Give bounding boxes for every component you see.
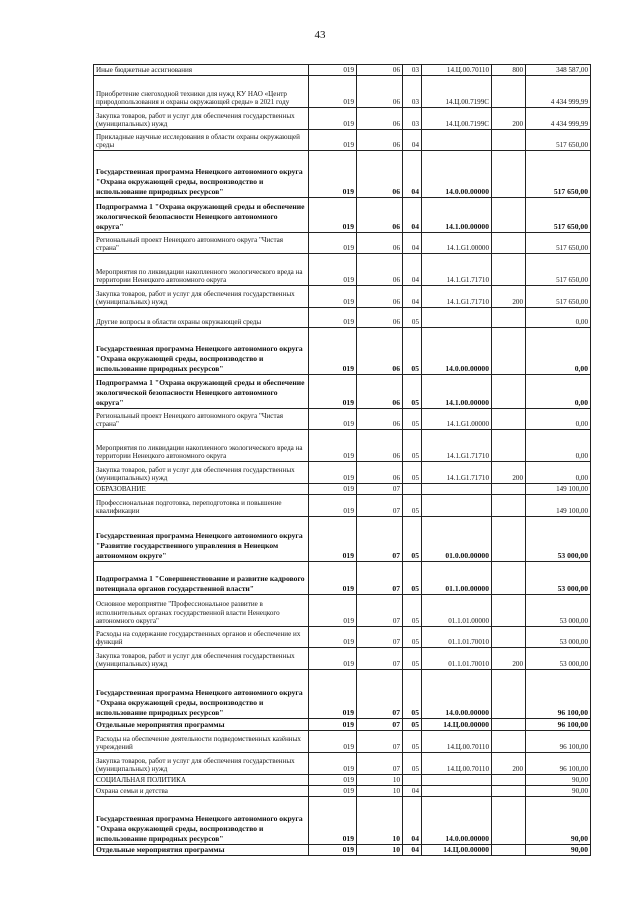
section-code-cell: 07 xyxy=(357,670,403,719)
section-code-cell: 07 xyxy=(357,517,403,562)
ministry-code-cell: 019 xyxy=(309,495,357,517)
amount-cell: 517 650,00 xyxy=(526,130,591,151)
expense-type-cell: 200 xyxy=(492,462,526,484)
target-article-cell: 01.1.01.70010 xyxy=(422,627,492,648)
table-row xyxy=(94,254,591,286)
section-code-cell: 07 xyxy=(357,648,403,670)
target-article-cell: 14.Ц.00.00000 xyxy=(422,719,492,731)
expense-type-cell: 800 xyxy=(492,65,526,76)
target-article-cell: 14.1.00.00000 xyxy=(422,375,492,409)
subsection-code-cell: 04 xyxy=(403,233,422,254)
expense-name-cell: Подпрограмма 1 "Совершенствование и развитие кадрового потенциала органов государственной власти" xyxy=(94,562,309,595)
amount-cell: 517 650,00 xyxy=(526,233,591,254)
subsection-code-cell: 04 xyxy=(403,845,422,856)
ministry-code-cell: 019 xyxy=(309,254,357,286)
table-row xyxy=(94,308,591,328)
subsection-code-cell: 05 xyxy=(403,517,422,562)
section-code-cell: 06 xyxy=(357,76,403,108)
target-article-cell: 14.0.00.00000 xyxy=(422,797,492,845)
amount-cell: 517 650,00 xyxy=(526,286,591,308)
subsection-code-cell: 05 xyxy=(403,670,422,719)
subsection-code-cell: 05 xyxy=(403,719,422,731)
ministry-code-cell: 019 xyxy=(309,797,357,845)
amount-cell: 0,00 xyxy=(526,409,591,430)
expense-name-cell: Государственная программа Ненецкого автономного округа "Охрана окружающей среды, воспроизводство и использование природных ресурсов" xyxy=(94,151,309,198)
subsection-code-cell: 05 xyxy=(403,308,422,328)
subsection-code-cell: 04 xyxy=(403,130,422,151)
table-row xyxy=(94,517,591,562)
table-row xyxy=(94,562,591,595)
amount-cell: 90,00 xyxy=(526,845,591,856)
section-code-cell: 07 xyxy=(357,731,403,753)
expense-type-cell xyxy=(492,517,526,562)
expense-type-cell xyxy=(492,409,526,430)
amount-cell: 149 100,00 xyxy=(526,495,591,517)
table-row xyxy=(94,484,591,495)
section-code-cell: 06 xyxy=(357,308,403,328)
section-code-cell: 06 xyxy=(357,130,403,151)
section-code-cell: 06 xyxy=(357,328,403,375)
amount-cell: 90,00 xyxy=(526,786,591,797)
expense-name-cell: ОБРАЗОВАНИЕ xyxy=(94,484,309,495)
expense-type-cell xyxy=(492,786,526,797)
amount-cell: 53 000,00 xyxy=(526,562,591,595)
expense-name-cell: Приобретение снегоходной техники для нужд КУ НАО «Центр природопользования и охраны окружающей среды» в 2021 году xyxy=(94,76,309,108)
section-code-cell: 06 xyxy=(357,462,403,484)
table-row xyxy=(94,65,591,76)
amount-cell: 0,00 xyxy=(526,430,591,462)
section-code-cell: 10 xyxy=(357,775,403,786)
expense-name-cell: Государственная программа Ненецкого автономного округа "Охрана окружающей среды, воспроизводство и использование природных ресурсов" xyxy=(94,328,309,375)
ministry-code-cell: 019 xyxy=(309,719,357,731)
table-row xyxy=(94,233,591,254)
table-row xyxy=(94,198,591,233)
expense-name-cell: Мероприятия по ликвидации накопленного экологического вреда на территории Ненецкого автономного округа xyxy=(94,254,309,286)
expense-name-cell: Закупка товаров, работ и услуг для обеспечения государственных (муниципальных) нужд xyxy=(94,753,309,775)
ministry-code-cell: 019 xyxy=(309,786,357,797)
expense-type-cell xyxy=(492,845,526,856)
table-row xyxy=(94,328,591,375)
amount-cell: 0,00 xyxy=(526,375,591,409)
expense-type-cell xyxy=(492,130,526,151)
ministry-code-cell: 019 xyxy=(309,595,357,627)
expense-name-cell: Закупка товаров, работ и услуг для обеспечения государственных (муниципальных) нужд xyxy=(94,286,309,308)
table-row xyxy=(94,495,591,517)
expense-name-cell: Региональный проект Ненецкого автономного округа "Чистая страна" xyxy=(94,409,309,430)
target-article-cell: 14.1.G1.71710 xyxy=(422,430,492,462)
target-article-cell: 14.Ц.00.00000 xyxy=(422,845,492,856)
amount-cell: 0,00 xyxy=(526,462,591,484)
section-code-cell: 07 xyxy=(357,753,403,775)
amount-cell: 53 000,00 xyxy=(526,517,591,562)
section-code-cell: 06 xyxy=(357,108,403,130)
expense-type-cell xyxy=(492,151,526,198)
amount-cell: 0,00 xyxy=(526,308,591,328)
expense-name-cell: Мероприятия по ликвидации накопленного экологического вреда на территории Ненецкого автономного округа xyxy=(94,430,309,462)
section-code-cell: 10 xyxy=(357,845,403,856)
table-row xyxy=(94,286,591,308)
section-code-cell: 07 xyxy=(357,719,403,731)
ministry-code-cell: 019 xyxy=(309,517,357,562)
ministry-code-cell: 019 xyxy=(309,731,357,753)
expense-name-cell: Государственная программа Ненецкого автономного округа "Охрана окружающей среды, воспроизводство и использование природных ресурсов" xyxy=(94,670,309,719)
subsection-code-cell: 03 xyxy=(403,108,422,130)
amount-cell: 96 100,00 xyxy=(526,731,591,753)
subsection-code-cell: 05 xyxy=(403,430,422,462)
amount-cell: 517 650,00 xyxy=(526,254,591,286)
section-code-cell: 10 xyxy=(357,786,403,797)
target-article-cell: 14.0.00.00000 xyxy=(422,328,492,375)
expense-type-cell xyxy=(492,484,526,495)
section-code-cell: 07 xyxy=(357,595,403,627)
target-article-cell: 14.Ц.00.70110 xyxy=(422,731,492,753)
subsection-code-cell: 05 xyxy=(403,595,422,627)
target-article-cell: 01.1.01.70010 xyxy=(422,648,492,670)
target-article-cell: 01.1.01.00000 xyxy=(422,595,492,627)
target-article-cell xyxy=(422,308,492,328)
amount-cell: 4 434 999,99 xyxy=(526,108,591,130)
ministry-code-cell: 019 xyxy=(309,308,357,328)
amount-cell: 0,00 xyxy=(526,328,591,375)
subsection-code-cell: 05 xyxy=(403,462,422,484)
ministry-code-cell: 019 xyxy=(309,430,357,462)
ministry-code-cell: 019 xyxy=(309,198,357,233)
section-code-cell: 06 xyxy=(357,430,403,462)
target-article-cell: 14.1.G1.00000 xyxy=(422,409,492,430)
table-row xyxy=(94,76,591,108)
expense-name-cell: Подпрограмма 1 "Охрана окружающей среды и обеспечение экологической безопасности Ненецкого автономного округа" xyxy=(94,198,309,233)
expense-name-cell: Профессиональная подготовка, переподготовка и повышение квалификации xyxy=(94,495,309,517)
ministry-code-cell: 019 xyxy=(309,845,357,856)
target-article-cell: 14.1.00.00000 xyxy=(422,198,492,233)
section-code-cell: 07 xyxy=(357,495,403,517)
amount-cell: 4 434 999,99 xyxy=(526,76,591,108)
expense-type-cell: 200 xyxy=(492,286,526,308)
expense-type-cell xyxy=(492,797,526,845)
subsection-code-cell: 05 xyxy=(403,731,422,753)
table-row xyxy=(94,719,591,731)
expense-type-cell xyxy=(492,254,526,286)
table-row xyxy=(94,670,591,719)
expense-type-cell xyxy=(492,731,526,753)
section-code-cell: 06 xyxy=(357,254,403,286)
table-row xyxy=(94,595,591,627)
ministry-code-cell: 019 xyxy=(309,627,357,648)
subsection-code-cell: 04 xyxy=(403,286,422,308)
budget-table-body xyxy=(94,65,591,856)
section-code-cell: 10 xyxy=(357,797,403,845)
table-row xyxy=(94,775,591,786)
amount-cell: 90,00 xyxy=(526,797,591,845)
ministry-code-cell: 019 xyxy=(309,753,357,775)
expense-name-cell: Государственная программа Ненецкого автономного округа "Развитие государственного управления в Ненецком автономном округе" xyxy=(94,517,309,562)
section-code-cell: 06 xyxy=(357,151,403,198)
expense-name-cell: Отдельные мероприятия программы xyxy=(94,719,309,731)
ministry-code-cell: 019 xyxy=(309,670,357,719)
amount-cell: 90,00 xyxy=(526,775,591,786)
amount-cell: 517 650,00 xyxy=(526,198,591,233)
section-code-cell: 06 xyxy=(357,375,403,409)
ministry-code-cell: 019 xyxy=(309,375,357,409)
table-row xyxy=(94,375,591,409)
target-article-cell: 14.1.G1.00000 xyxy=(422,233,492,254)
ministry-code-cell: 019 xyxy=(309,286,357,308)
target-article-cell xyxy=(422,786,492,797)
expense-name-cell: Основное мероприятие "Профессиональное развитие в исполнительных органах государственной власти Ненецкого автономного округа" xyxy=(94,595,309,627)
subsection-code-cell: 05 xyxy=(403,562,422,595)
subsection-code-cell: 05 xyxy=(403,648,422,670)
table-row xyxy=(94,627,591,648)
expense-name-cell: Прикладные научные исследования в области охраны окружающей среды xyxy=(94,130,309,151)
target-article-cell xyxy=(422,775,492,786)
subsection-code-cell: 04 xyxy=(403,797,422,845)
amount-cell: 96 100,00 xyxy=(526,719,591,731)
expense-name-cell: Закупка товаров, работ и услуг для обеспечения государственных (муниципальных) нужд xyxy=(94,462,309,484)
expense-name-cell: СОЦИАЛЬНАЯ ПОЛИТИКА xyxy=(94,775,309,786)
table-row xyxy=(94,151,591,198)
table-row xyxy=(94,786,591,797)
expense-type-cell xyxy=(492,198,526,233)
target-article-cell: 14.Ц.00.70110 xyxy=(422,753,492,775)
subsection-code-cell: 05 xyxy=(403,495,422,517)
expense-name-cell: Подпрограмма 1 "Охрана окружающей среды и обеспечение экологической безопасности Ненецкого автономного округа" xyxy=(94,375,309,409)
subsection-code-cell: 03 xyxy=(403,76,422,108)
ministry-code-cell: 019 xyxy=(309,484,357,495)
expense-type-cell xyxy=(492,430,526,462)
ministry-code-cell: 019 xyxy=(309,151,357,198)
table-row xyxy=(94,462,591,484)
subsection-code-cell: 05 xyxy=(403,375,422,409)
budget-table xyxy=(93,64,591,856)
target-article-cell xyxy=(422,484,492,495)
ministry-code-cell: 019 xyxy=(309,462,357,484)
expense-name-cell: Государственная программа Ненецкого автономного округа "Охрана окружающей среды, воспроизводство и использование природных ресурсов" xyxy=(94,797,309,845)
section-code-cell: 07 xyxy=(357,562,403,595)
subsection-code-cell: 03 xyxy=(403,65,422,76)
table-row xyxy=(94,845,591,856)
amount-cell: 149 100,00 xyxy=(526,484,591,495)
subsection-code-cell: 04 xyxy=(403,198,422,233)
table-row xyxy=(94,430,591,462)
ministry-code-cell: 019 xyxy=(309,76,357,108)
expense-name-cell: Охрана семьи и детства xyxy=(94,786,309,797)
ministry-code-cell: 019 xyxy=(309,648,357,670)
ministry-code-cell: 019 xyxy=(309,65,357,76)
expense-type-cell xyxy=(492,328,526,375)
subsection-code-cell: 04 xyxy=(403,254,422,286)
section-code-cell: 06 xyxy=(357,65,403,76)
expense-type-cell xyxy=(492,627,526,648)
expense-type-cell xyxy=(492,375,526,409)
target-article-cell: 14.0.00.00000 xyxy=(422,670,492,719)
amount-cell: 53 000,00 xyxy=(526,627,591,648)
expense-type-cell xyxy=(492,595,526,627)
subsection-code-cell: 05 xyxy=(403,328,422,375)
target-article-cell: 14.Ц.00.7199С xyxy=(422,76,492,108)
expense-name-cell: Региональный проект Ненецкого автономного округа "Чистая страна" xyxy=(94,233,309,254)
expense-type-cell: 200 xyxy=(492,648,526,670)
amount-cell: 53 000,00 xyxy=(526,595,591,627)
ministry-code-cell: 019 xyxy=(309,108,357,130)
expense-name-cell: Иные бюджетные ассигнования xyxy=(94,65,309,76)
ministry-code-cell: 019 xyxy=(309,409,357,430)
expense-type-cell xyxy=(492,719,526,731)
target-article-cell: 14.Ц.00.7199С xyxy=(422,108,492,130)
expense-type-cell xyxy=(492,775,526,786)
table-row xyxy=(94,753,591,775)
expense-type-cell: 200 xyxy=(492,753,526,775)
target-article-cell: 14.Ц.00.70110 xyxy=(422,65,492,76)
target-article-cell xyxy=(422,495,492,517)
section-code-cell: 06 xyxy=(357,233,403,254)
amount-cell: 348 587,00 xyxy=(526,65,591,76)
target-article-cell: 14.1.G1.71710 xyxy=(422,254,492,286)
target-article-cell xyxy=(422,130,492,151)
expense-name-cell: Другие вопросы в области охраны окружающей среды xyxy=(94,308,309,328)
expense-type-cell xyxy=(492,76,526,108)
expense-name-cell: Закупка товаров, работ и услуг для обеспечения государственных (муниципальных) нужд xyxy=(94,108,309,130)
ministry-code-cell: 019 xyxy=(309,130,357,151)
expense-name-cell: Расходы на содержание государственных органов и обеспечение их функций xyxy=(94,627,309,648)
subsection-code-cell: 05 xyxy=(403,753,422,775)
amount-cell: 96 100,00 xyxy=(526,753,591,775)
expense-type-cell xyxy=(492,308,526,328)
subsection-code-cell: 04 xyxy=(403,786,422,797)
page-number: 43 xyxy=(314,29,326,41)
table-row xyxy=(94,648,591,670)
subsection-code-cell: 04 xyxy=(403,151,422,198)
expense-type-cell xyxy=(492,562,526,595)
table-row xyxy=(94,797,591,845)
ministry-code-cell: 019 xyxy=(309,775,357,786)
section-code-cell: 07 xyxy=(357,484,403,495)
subsection-code-cell: 05 xyxy=(403,409,422,430)
section-code-cell: 06 xyxy=(357,286,403,308)
target-article-cell: 14.1.G1.71710 xyxy=(422,462,492,484)
amount-cell: 53 000,00 xyxy=(526,648,591,670)
expense-name-cell: Отдельные мероприятия программы xyxy=(94,845,309,856)
expense-type-cell: 200 xyxy=(492,108,526,130)
expense-type-cell xyxy=(492,233,526,254)
table-row xyxy=(94,108,591,130)
expense-type-cell xyxy=(492,495,526,517)
amount-cell: 96 100,00 xyxy=(526,670,591,719)
table-row xyxy=(94,130,591,151)
amount-cell: 517 650,00 xyxy=(526,151,591,198)
expense-name-cell: Расходы на обеспечение деятельности подведомственных казённых учреждений xyxy=(94,731,309,753)
target-article-cell: 01.1.00.00000 xyxy=(422,562,492,595)
section-code-cell: 06 xyxy=(357,198,403,233)
subsection-code-cell xyxy=(403,775,422,786)
table-row xyxy=(94,409,591,430)
expense-type-cell xyxy=(492,670,526,719)
expense-name-cell: Закупка товаров, работ и услуг для обеспечения государственных (муниципальных) нужд xyxy=(94,648,309,670)
target-article-cell: 01.0.00.00000 xyxy=(422,517,492,562)
target-article-cell: 14.1.G1.71710 xyxy=(422,286,492,308)
ministry-code-cell: 019 xyxy=(309,233,357,254)
section-code-cell: 07 xyxy=(357,627,403,648)
subsection-code-cell xyxy=(403,484,422,495)
ministry-code-cell: 019 xyxy=(309,562,357,595)
section-code-cell: 06 xyxy=(357,409,403,430)
subsection-code-cell: 05 xyxy=(403,627,422,648)
target-article-cell: 14.0.00.00000 xyxy=(422,151,492,198)
table-row xyxy=(94,731,591,753)
ministry-code-cell: 019 xyxy=(309,328,357,375)
